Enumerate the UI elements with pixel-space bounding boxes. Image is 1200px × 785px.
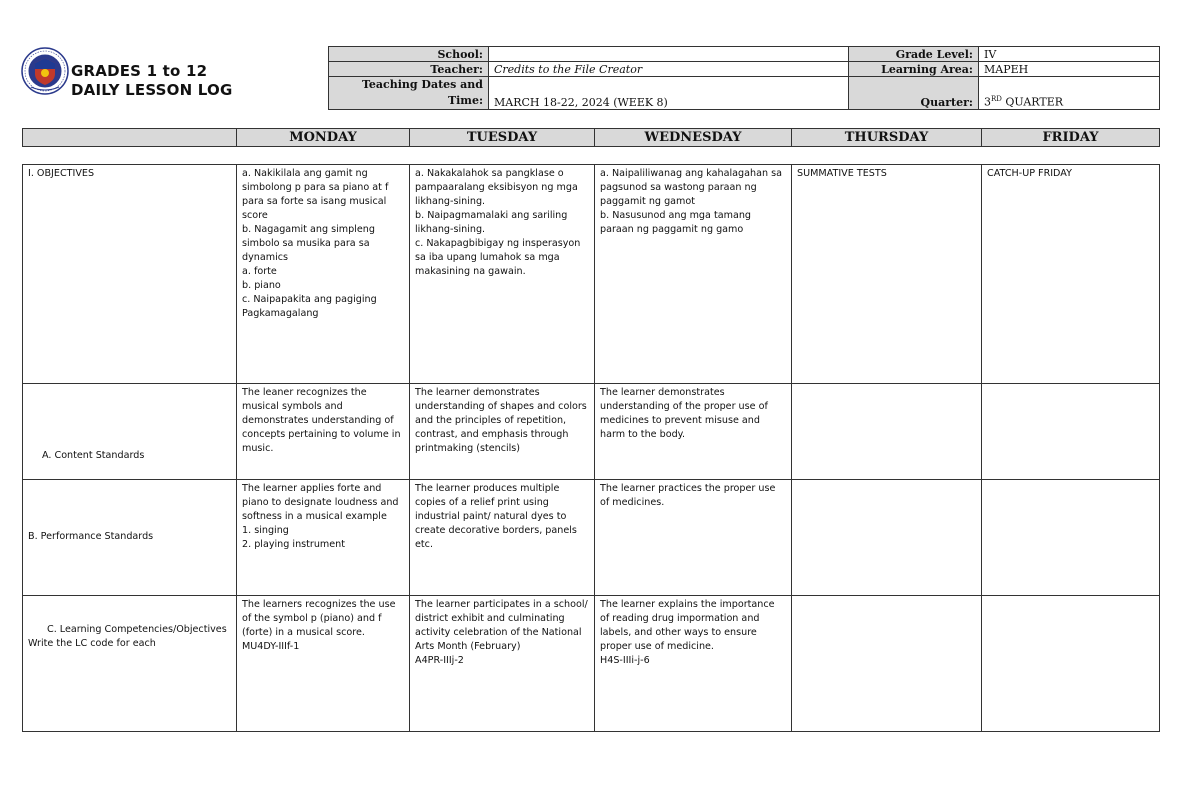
objectives-thursday: SUMMATIVE TESTS (792, 165, 982, 384)
teacher-label: Teacher: (329, 62, 489, 77)
competencies-thursday (792, 596, 982, 732)
quarter-label: Quarter: (849, 77, 979, 110)
learning-area-label: Learning Area: (849, 62, 979, 77)
teaching-dates-label-line-2: Time: (447, 94, 483, 107)
content-tuesday: The learner demonstrates understanding of shapes and colors and the principles of repetition, contrast, and emphasis through printmaking (stencils) (410, 384, 595, 480)
objectives-label: I. OBJECTIVES (23, 165, 237, 384)
school-value (489, 47, 849, 62)
performance-thursday (792, 480, 982, 596)
title-line-2: DAILY LESSON LOG (71, 81, 233, 99)
quarter-word: QUARTER (1001, 96, 1064, 109)
competencies-tuesday: The learner participates in a school/ district exhibit and culminating activity celebration of the National Arts Month (February) A4PR-IIIj-2 (410, 596, 595, 732)
day-tuesday: TUESDAY (410, 129, 595, 147)
competencies-wednesday: The learner explains the importance of reading drug impormation and labels, and other ways to ensure proper use of medicine. H4S-IIIi-j-6 (595, 596, 792, 732)
performance-tuesday: The learner produces multiple copies of a relief print using industrial paint/ natural dyes to create decorative borders, panels etc. (410, 480, 595, 596)
competencies-row (23, 596, 1160, 732)
objectives-row (23, 165, 1160, 384)
document-title (71, 62, 233, 100)
lesson-log-table (22, 164, 1160, 732)
objectives-tuesday: a. Nakakalahok sa pangklase o pampaaralang eksibisyon ng mga likhang-sining. b. Naipagmamalaki ang sariling likhang-sining. c. Nakapagbibigay ng insperasyon sa iba upang lumahok sa mga makasining na gawain. (410, 165, 595, 384)
performance-friday (982, 480, 1160, 596)
competencies-label: C. Learning Competencies/Objectives (47, 624, 227, 635)
teaching-dates-value: MARCH 18-22, 2024 (WEEK 8) (489, 77, 849, 110)
content-monday: The leaner recognizes the musical symbols and demonstrates understanding of concepts pertaining to volume in music. (237, 384, 410, 480)
performance-standards-row (23, 480, 1160, 596)
content-wednesday: The learner demonstrates understanding of the proper use of medicines to prevent misuse and harm to the body. (595, 384, 792, 480)
content-thursday (792, 384, 982, 480)
content-standards-label: A. Content Standards (42, 450, 145, 461)
quarter-ordinal: RD (991, 95, 1002, 104)
competencies-friday (982, 596, 1160, 732)
teacher-value: Credits to the File Creator (489, 62, 849, 77)
performance-monday: The learner applies forte and piano to designate loudness and softness in a musical example 1. singing 2. playing instrument (237, 480, 410, 596)
performance-standards-label: B. Performance Standards (28, 531, 154, 542)
learning-area-value: MAPEH (979, 62, 1160, 77)
day-monday: MONDAY (237, 129, 410, 147)
info-table (328, 46, 1160, 110)
day-wednesday: WEDNESDAY (595, 129, 792, 147)
school-label: School: (329, 47, 489, 62)
quarter-value (979, 77, 1160, 110)
teaching-dates-label-line-1: Teaching Dates and (361, 78, 483, 91)
teaching-dates-label (329, 77, 489, 110)
grade-level-value: IV (979, 47, 1160, 62)
competencies-monday: The learners recognizes the use of the symbol p (piano) and f (forte) in a musical score. MU4DY-IIIf-1 (237, 596, 410, 732)
objectives-friday: CATCH-UP FRIDAY (982, 165, 1160, 384)
quarter-number: 3 (984, 96, 991, 109)
content-friday (982, 384, 1160, 480)
days-header-blank (23, 129, 237, 147)
day-friday: FRIDAY (982, 129, 1160, 147)
performance-standards-cell (23, 480, 237, 596)
content-standards-cell (23, 384, 237, 480)
days-header (22, 128, 1160, 147)
grade-level-label: Grade Level: (849, 47, 979, 62)
competencies-cell (23, 596, 237, 732)
objectives-wednesday: a. Naipaliliwanag ang kahalagahan sa pagsunod sa wastong paraan ng paggamit ng gamot b. Nasusunod ang mga tamang paraan ng paggamit ng gamo (595, 165, 792, 384)
title-line-1: GRADES 1 to 12 (71, 62, 208, 80)
day-thursday: THURSDAY (792, 129, 982, 147)
deped-seal-logo (21, 47, 69, 95)
performance-wednesday: The learner practices the proper use of medicines. (595, 480, 792, 596)
content-standards-row (23, 384, 1160, 480)
competencies-sublabel: Write the LC code for each (28, 638, 156, 649)
objectives-monday: a. Nakikilala ang gamit ng simbolong p para sa piano at f para sa forte sa isang musical score b. Nagagamit ang simpleng simbolo sa musika para sa dynamics a. forte b. piano c. Naipapakita ang pagiging Pagkamagalang (237, 165, 410, 384)
